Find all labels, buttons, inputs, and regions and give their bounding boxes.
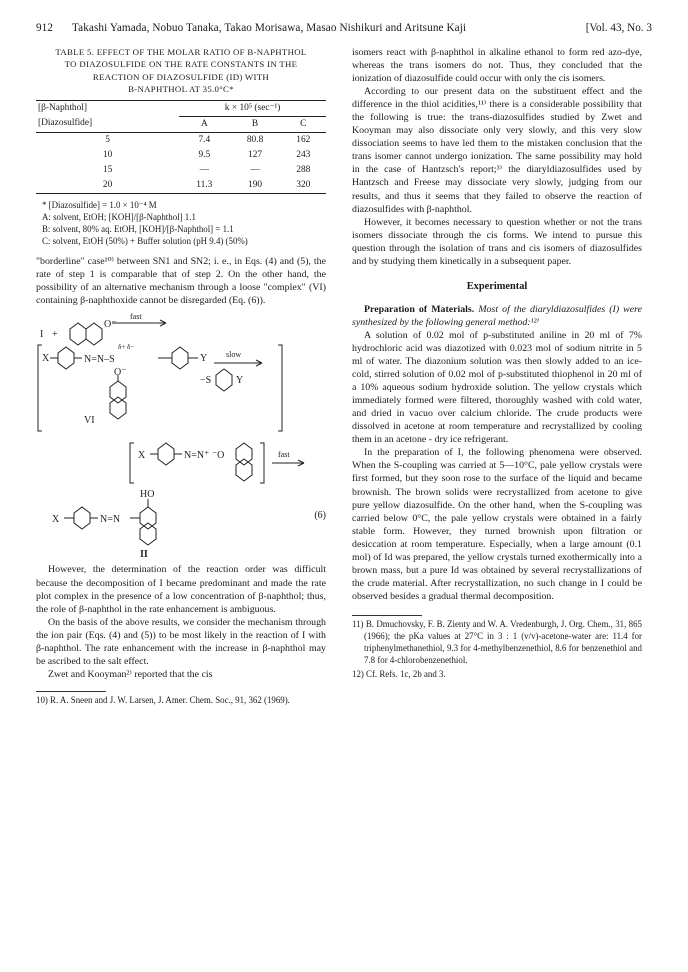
label-Y2: Y [236,375,244,387]
label-X3: X [52,514,60,526]
label-II: II [140,549,148,560]
equation-number: (6) [314,510,326,522]
label-ominus: O⁻ [104,319,117,331]
table-title-line: REACTION OF DIAZOSULFIDE (ID) WITH [92,71,270,82]
paragraph: On the basis of the above results, we consider the mechanism through the ion pair (Eqs. (4) and (5)) to be most likely in the reaction of I with β-naphthol. The rate enhancement with the increase in β-naphthol may be ascribed to the salt effect. [36,616,326,667]
reference-11: 11) B. Dmuchovsky, F. B. Zienty and W. A. Vredenburgh, J. Org. Chem., 31, 865 (1966); the pKa values at 27°C in 3 : 1 (v/v)-acetone-water are: 11.4 for triphenylmethanethiol, 9.3 for 4-methylbenzenethiol, 8.6 for benzenethiol and 7.8 for 4-chlorobenzenethiol. [352,618,642,666]
table-footnote: A: solvent, EtOH; [KOH]/[β-Naphthol] 1.1 [42,212,196,222]
footnote-rule [36,691,106,692]
left-column [36,46,326,706]
cell-a: 11.3 [179,178,229,194]
cell-a: 7.4 [198,134,211,145]
label-nn2: N=N⁺ ⁻O [184,450,225,462]
paragraph: "borderline" case¹⁰⁾ between SN1 and SN2; i. e., in Eqs. (4) and (5), the rate of step 1 is comparable that of step 2. On the other hand, the possibility of an alternative mechanism through a loose "complex" (VI) containing β-naphthoxide cannot be disregarded (Eq. (6)). [36,256,326,307]
col-header-b: B [229,116,280,132]
table-title-line: Β-NAPHTHOL AT 35.0°C* [128,84,234,95]
table-row [36,163,326,178]
paragraph: According to our present data on the substituent effect and the difference in the thiol acidities,¹¹⁾ there is a considerable possibility that the following is true: the trans-diazosulfides studied by Zwet and Kooyman may also dissociate only very slowly, and this very slow dissociation seems to have led them to the mistaken conclusion that the trans isomer cannot undergo ionization. The same possibility may hold in the case of Hantzsch's report;³⁾ the diaryldiazosulfides used by Hantzsch and Freese may dissociate very slowly, judging from our results, and thus it seems that they failed to observe the reaction of diazosulfides with β-naphthol. [352,86,642,215]
cell-b: 190 [229,178,280,194]
reference-12: 12) Cf. Refs. 1c, 2b and 3. [352,669,446,680]
label-X1: X [42,353,50,365]
label-fast: fast [130,313,142,322]
table-title-line: TABLE 5. EFFECT OF THE MOLAR RATIO OF Β-NAPHTHOL [55,47,307,57]
label-nns: N=N–S [84,354,115,366]
table-title [36,46,326,96]
label-Y: Y [200,353,208,365]
section-title: Experimental [466,280,528,292]
cell-c: 288 [296,164,311,175]
label-VI: VI [84,415,95,427]
table-row [36,178,326,194]
cell-a: 9.5 [198,149,211,160]
running-header [36,22,652,38]
rate-constant-table [36,100,326,194]
paragraph: However, the determination of the reaction order was difficult because the decomposition of I became predominant and made the rate plot complex in the presence of a low concentration of β-naphthol; thus, the role of β-naphthol in the rate enhancement is ambiguous. [36,564,326,615]
paragraph: In the preparation of I, the following phenomena were observed. When the S-coupling was carried at 5—10°C, pale yellow crystals were first formed, but they soon rose to the surface of the liquid and became brownish. The brown solids were recrystallized from acetone to give pure yellow diazosulfide. On the other hand, when the S-coupling was carried below 0°C, the pale yellow crystals were obtained in a fairly stable form. However, they turned brownish upon filtration or desiccation at room temperature. Especially, when a large amount (0.1 mol) of Id was prepared, the yellow crystals turned exothermically into a brown mass, but a pure Id was obtained by several recrystallizations of the crude material. After recrystallization, no such change in I could be observed besides a gradual thermal decomposition. [352,447,642,602]
label-delta: δ+ δ− [118,343,135,352]
table-footnote: C: solvent, EtOH (50%) + Buffer solution (pH 9.4) (50%) [42,236,248,247]
cell-c: 243 [296,149,311,160]
right-column [352,46,642,680]
runin-body: Most of the diaryldiazosulfides (I) were synthesized by the following general method:¹²⁾ [352,303,642,328]
paragraph: isomers react with β-naphthol in alkaline ethanol to form red azo-dye, whereas the trans isomers do not. Thus, they concluded that the ionization of diazosulfide could occur with only the cis isomers. [352,47,642,85]
table-title-line: TO DIAZOSULFIDE ON THE RATE CONSTANTS IN THE [64,59,298,70]
paragraph: However, it becomes necessary to question whether or not the trans isomers dissociate through the cis forms. We intend to pursue this question through the isolation of trans and cis isomers of diazosulfides and by studying them kinetically in a subsequent paper. [352,216,642,267]
col-header-c: C [281,116,326,132]
cell-b: — [250,164,260,175]
cell-a: — [199,164,210,175]
label-minus-s: −S [200,375,212,387]
table-footnote: * [Diazosulfide] = 1.0 × 10⁻⁴ M [42,199,157,210]
label-I: I [40,329,44,341]
header-volume: [Vol. 43, No. 3 [585,22,652,34]
group-header: k × 10⁵ (sec⁻¹) [179,100,326,116]
col-header-a: A [179,116,229,132]
row-header-bottom: [Diazosulfide] [36,116,179,132]
table-row [36,132,326,148]
label-O: O⁻ [114,367,127,379]
label-X2: X [138,450,146,462]
cell-c: 162 [296,134,311,145]
cell-b: 127 [248,149,263,160]
paragraph [352,303,642,329]
cell-ratio: 15 [102,164,113,175]
header-authors: Takashi Yamada, Nobuo Tanaka, Takao Morisawa, Masao Nishikuri and Aritsune Kaji [72,22,467,34]
table-row [36,148,326,163]
table-footnotes [36,199,326,247]
reaction-scheme [36,313,326,559]
cell-b: 80.8 [246,134,264,145]
reference-10: 10) R. A. Sneen and J. W. Larsen, J. Amer. Chem. Soc., 91, 362 (1969). [36,694,290,705]
page-number: 912 [36,22,53,34]
label-slow: slow [226,350,242,360]
paragraph: A solution of 0.02 mol of p-substituted aniline in 20 ml of 7% hydrochloric acid was diazotized with 0.023 mol of sodium nitrite in 5 ml of water. The diazonium solution was then slowly added to an ice-cold, stirred solution of 0.02 mol of p-substituted thiophenol in 20 ml of a 10% aqueous sodium hydroxide solution. The yellow crystals which immediately formed were filtered, thoroughly washed with cold water, and dried in vacuo over calcium chloride. The crude products were dissolved in acetone at room temperature and recrystallized by cooling them in an acetone - dry ice refrigerant. [352,329,642,446]
label-HO: HO [140,489,155,501]
cell-ratio: 20 [36,178,179,194]
row-header-top: [β-Naphthol] [36,100,179,116]
table-footnote: B: solvent, 80% aq. EtOH, [KOH]/[β-Naphthol] = 1.1 [42,224,234,235]
footnote-rule [352,615,422,616]
label-plus: + [52,329,58,341]
reaction-scheme-drawing [36,313,326,559]
runin-heading: Preparation of Materials. [364,303,475,315]
cell-c: 320 [281,178,326,194]
paragraph: Zwet and Kooyman²⁾ reported that the cis [48,668,213,680]
label-fast2: fast [278,450,290,460]
cell-ratio: 10 [102,149,113,160]
label-nn3: N=N [100,514,121,526]
cell-ratio: 5 [105,134,110,145]
